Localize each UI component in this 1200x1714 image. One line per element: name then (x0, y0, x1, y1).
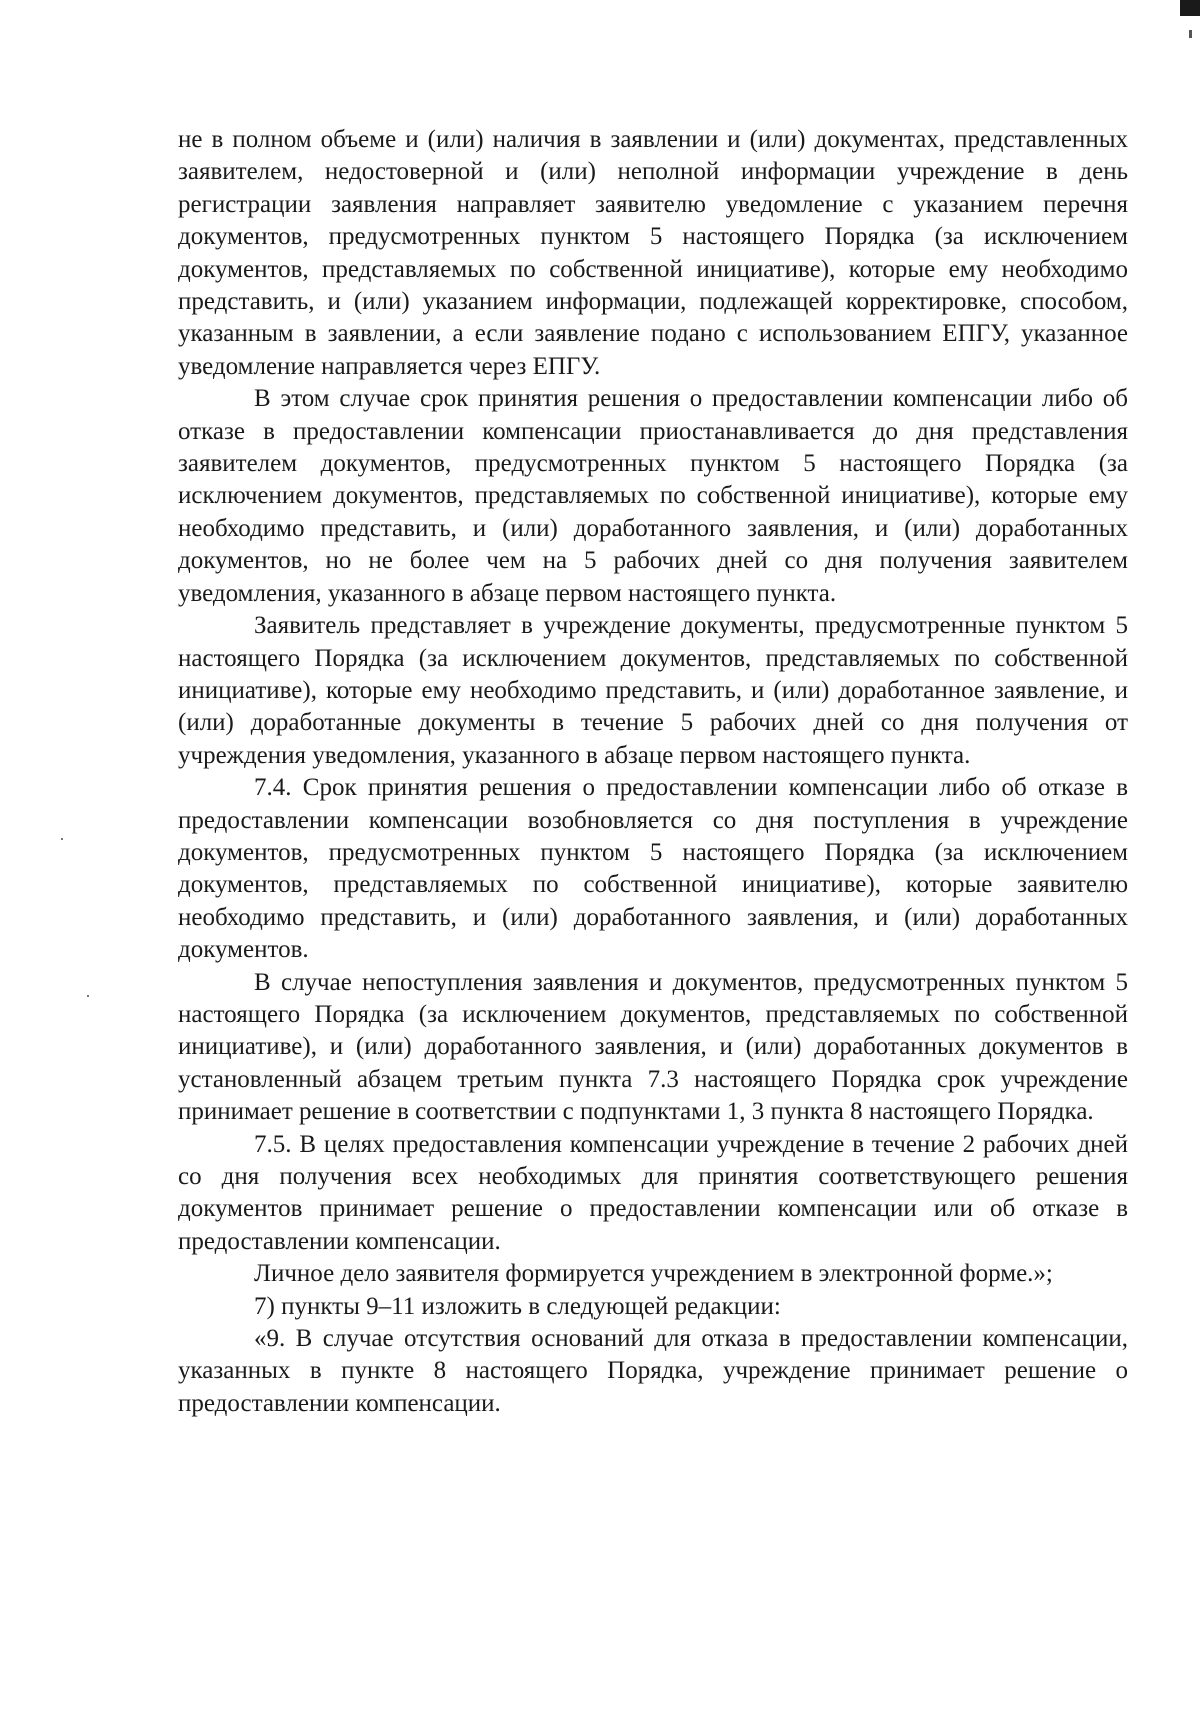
paragraph-personal-file: Личное дело заявителя формируется учреждением в электронной форме.»; (254, 1260, 1053, 1288)
paragraph-continuation: не в полном объеме и (или) наличия в заявлении и (или) документах, представленных заявителем, недостоверной и (или) неполной информации учреждение в день регистрации заявления направляет заявителю уведомление с указанием перечня документов, предусмотренных пунктом 5 настоящего Порядка (за исключением документов, представляемых по собственной инициативе), которые ему необходимо представить, и (или) указанием информации, подлежащей корректировке, способом, указанным в заявлении, а если заявление подано с использованием ЕПГУ, указанное уведомление направляется через ЕПГУ. (178, 126, 1128, 380)
paragraph-item-7: 7) пункты 9–11 изложить в следующей редакции: (254, 1292, 781, 1320)
scan-corner-mark (1180, 0, 1200, 16)
paragraph-non-receipt: В случае непоступления заявления и документов, предусмотренных пунктом 5 настоящего Порядка (за исключением документов, представляемых по собственной инициативе), и (или) доработанного заявления, и (или) доработанных документов в установленный абзацем третьим пункта 7.3 настоящего Порядка срок учреждение принимает решение в соответствии с подпунктами 1, 3 пункта 8 настоящего Порядка. (178, 968, 1128, 1126)
document-body (178, 124, 1128, 1420)
scan-artifact (87, 995, 89, 997)
scan-artifact (61, 838, 63, 840)
scan-artifact (1189, 30, 1192, 38)
paragraph-9: «9. В случае отсутствия оснований для отказа в предоставлении компенсации, указанных в пункте 8 настоящего Порядка, учреждение принимает решение о предоставлении компенсации. (178, 1325, 1128, 1417)
paragraph-suspension: В этом случае срок принятия решения о предоставлении компенсации либо об отказе в предоставлении компенсации приостанавливается до дня представления заявителем документов, предусмотренных пунктом 5 настоящего Порядка (за исключением документов, представляемых по собственной инициативе), которые ему необходимо представить, и (или) доработанного заявления, и (или) доработанных документов, но не более чем на 5 рабочих дней со дня получения заявителем уведомления, указанного в абзаце первом настоящего пункта. (178, 385, 1128, 607)
paragraph-7-5: 7.5. В целях предоставления компенсации учреждение в течение 2 рабочих дней со дня получения всех необходимых для принятия соответствующего решения документов принимает решение о предоставлении компенсации или об отказе в предоставлении компенсации. (178, 1130, 1128, 1255)
paragraph-applicant-submission: Заявитель представляет в учреждение документы, предусмотренные пунктом 5 настоящего Порядка (за исключением документов, представляемых по собственной инициативе), которые ему необходимо представить, и (или) доработанное заявление, и (или) доработанные документы в течение 5 рабочих дней со дня получения от учреждения уведомления, указанного в абзаце первом настоящего пункта. (178, 612, 1128, 769)
paragraph-7-4: 7.4. Срок принятия решения о предоставлении компенсации либо об отказе в предоставлении компенсации возобновляется со дня поступления в учреждение документов, предусмотренных пунктом 5 настоящего Порядка (за исключением документов, представляемых по собственной инициативе), которые заявителю необходимо представить, и (или) доработанного заявления, и (или) доработанных документов. (178, 774, 1128, 964)
